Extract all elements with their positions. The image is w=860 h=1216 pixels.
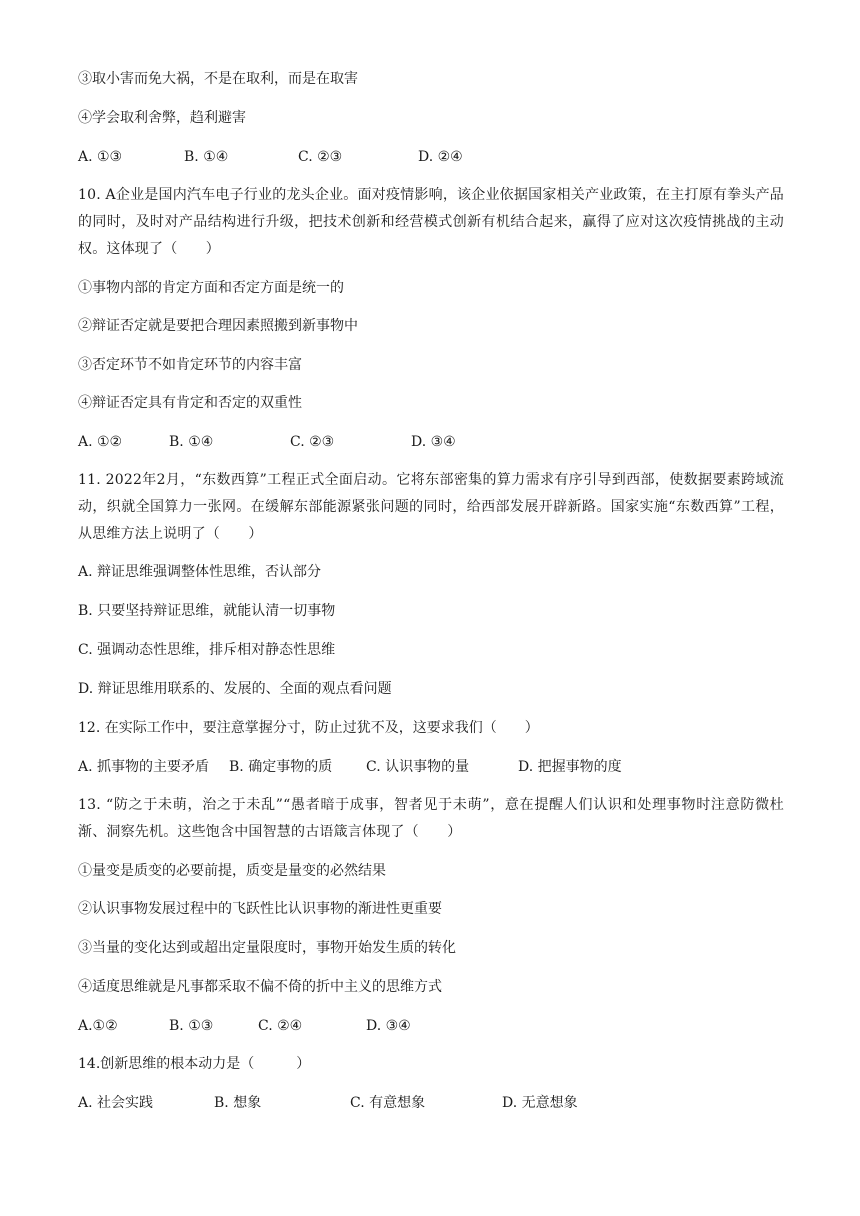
q14-option-b: B. 想象 — [214, 1095, 262, 1111]
q13-item-1: ①量变是质变的必要前提，质变是量变的必然结果 — [78, 863, 386, 879]
q10-item-3: ③否定环节不如肯定环节的内容丰富 — [78, 357, 302, 373]
q10-option-b: B. ①④ — [169, 434, 214, 450]
q13-option-b: B. ①③ — [169, 1018, 214, 1034]
q12-option-b: B. 确定事物的质 — [229, 759, 333, 775]
q13-item-4: ④适度思维就是凡事都采取不偏不倚的折中主义的思维方式 — [78, 979, 442, 995]
q13-item-2: ②认识事物发展过程中的飞跃性比认识事物的渐进性更重要 — [78, 901, 442, 917]
q11-stem: 11. 2022年2月，“东数西算”工程正式全面启动。它将东部密集的算力需求有序引导到西部，使数据要素跨域流动，织就全国算力一张网。在缓解东部能源紧张问题的同时，给西部发展开辟新路。国家实施“东数西算”工程，从思维方法上说明了（ ） — [78, 472, 784, 542]
q11-option-c: C. 强调动态性思维，排斥相对静态性思维 — [78, 642, 336, 658]
q12-option-d: D. 把握事物的度 — [518, 759, 622, 775]
q11-option-b: B. 只要坚持辩证思维，就能认清一切事物 — [78, 603, 336, 619]
q10-stem: 10. A企业是国内汽车电子行业的龙头企业。面对疫情影响，该企业依据国家相关产业政策，在主打原有拳头产品的同时，及时对产品结构进行升级，把技术创新和经营模式创新有机结合起来，赢得了应对这次疫情挑战的主动权。这体现了（ ） — [78, 187, 784, 257]
q12-option-c: C. 认识事物的量 — [366, 759, 470, 775]
q10-option-d: D. ③④ — [411, 434, 456, 450]
q11-option-a: A. 辩证思维强调整体性思维，否认部分 — [78, 564, 322, 580]
q13-stem: 13. “防之于未萌，治之于未乱”“愚者暗于成事，智者见于未萌”，意在提醒人们认识和处理事物时注意防微杜渐、洞察先机。这些饱含中国智慧的古语箴言体现了（ ） — [78, 797, 784, 840]
q9-item-3: ③取小害而免大祸，不是在取利，而是在取害 — [78, 71, 358, 87]
q10-option-a: A. ①② — [78, 434, 123, 450]
q9-option-c: C. ②③ — [298, 149, 343, 165]
q13-option-d: D. ③④ — [366, 1018, 411, 1034]
q11-option-d: D. 辩证思维用联系的、发展的、全面的观点看问题 — [78, 681, 392, 697]
q10-item-4: ④辩证否定具有肯定和否定的双重性 — [78, 395, 302, 411]
q14-option-a: A. 社会实践 — [78, 1095, 154, 1111]
q13-option-a: A.①② — [78, 1018, 118, 1034]
q14-option-d: D. 无意想象 — [502, 1095, 578, 1111]
q13-option-c: C. ②④ — [258, 1018, 303, 1034]
q12-stem: 12. 在实际工作中，要注意掌握分寸，防止过犹不及，这要求我们（ ） — [78, 720, 539, 736]
q12-option-a: A. 抓事物的主要矛盾 — [78, 759, 210, 775]
q9-option-a: A. ①③ — [78, 149, 123, 165]
q10-item-1: ①事物内部的肯定方面和否定方面是统一的 — [78, 280, 344, 296]
q9-item-4: ④学会取利舍弊，趋利避害 — [78, 110, 246, 126]
q10-item-2: ②辩证否定就是要把合理因素照搬到新事物中 — [78, 318, 358, 334]
q10-option-c: C. ②③ — [290, 434, 335, 450]
q9-option-d: D. ②④ — [418, 149, 463, 165]
q13-item-3: ③当量的变化达到或超出定量限度时，事物开始发生质的转化 — [78, 940, 456, 956]
q14-stem: 14.创新思维的根本动力是（ ） — [78, 1056, 311, 1072]
q9-option-b: B. ①④ — [184, 149, 229, 165]
q14-option-c: C. 有意想象 — [350, 1095, 426, 1111]
